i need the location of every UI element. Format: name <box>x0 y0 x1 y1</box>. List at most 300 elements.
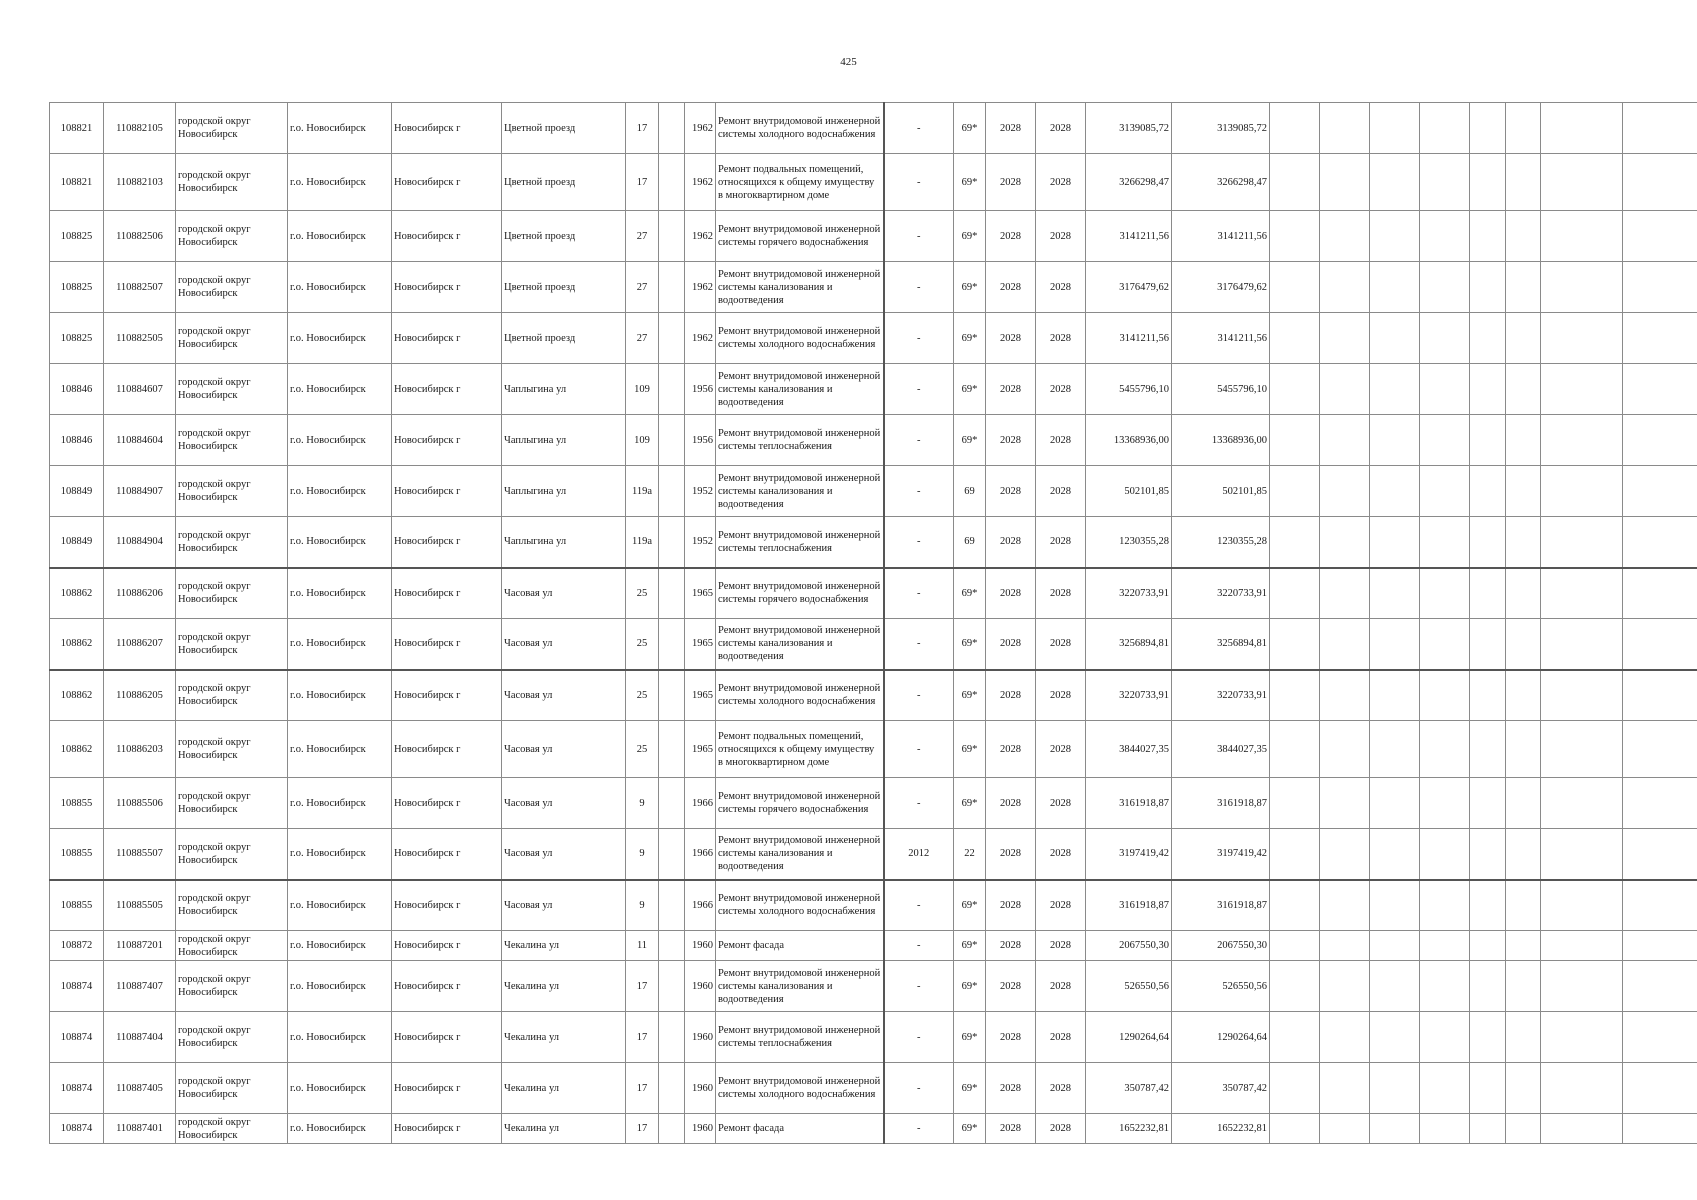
cell-empty <box>659 466 685 517</box>
cell-municipality: городской округ Новосибирск <box>176 619 288 670</box>
cell-empty <box>1420 211 1470 262</box>
cell-empty <box>1541 364 1623 415</box>
cell-empty <box>1541 1012 1623 1063</box>
cell-empty <box>1541 619 1623 670</box>
cell-empty <box>1506 619 1541 670</box>
cell-total: 3256894,81 <box>1172 619 1270 670</box>
cell-empty <box>1541 670 1623 721</box>
cell-total: 1652232,81 <box>1172 1114 1270 1144</box>
cell-empty <box>1320 1114 1370 1144</box>
cell-empty <box>1470 829 1506 880</box>
cell-cost: 3266298,47 <box>1086 154 1172 211</box>
cell-plan-year-to: 2028 <box>1036 778 1086 829</box>
cell-last-repair-year: - <box>884 721 954 778</box>
cell-plan-year-from: 2028 <box>986 262 1036 313</box>
cell-empty <box>1470 721 1506 778</box>
cell-district: г.о. Новосибирск <box>288 1012 392 1063</box>
cell-plan-year-to: 2028 <box>1036 211 1086 262</box>
cell-code: 110882105 <box>104 103 176 154</box>
cell-empty <box>1470 1063 1506 1114</box>
cell-work-type: Ремонт внутридомовой инженерной системы горячего водоснабжения <box>716 568 884 619</box>
cell-last-repair-year: - <box>884 517 954 568</box>
cell-id: 108874 <box>50 1012 104 1063</box>
cell-work-type: Ремонт подвальных помещений, относящихся к общему имуществу в многоквартирном доме <box>716 154 884 211</box>
cell-empty <box>1623 931 1697 961</box>
cell-street: Чекалина ул <box>502 931 626 961</box>
cell-empty <box>1270 829 1320 880</box>
cell-work-type: Ремонт внутридомовой инженерной системы теплоснабжения <box>716 1012 884 1063</box>
cell-work-type: Ремонт внутридомовой инженерной системы канализования и водоотведения <box>716 829 884 880</box>
cell-id: 108821 <box>50 103 104 154</box>
cell-last-repair-year: - <box>884 154 954 211</box>
cell-plan-year-from: 2028 <box>986 721 1036 778</box>
cell-last-repair-year: - <box>884 619 954 670</box>
cell-code: 110887405 <box>104 1063 176 1114</box>
cell-empty <box>659 415 685 466</box>
cell-last-repair-year: - <box>884 1063 954 1114</box>
cell-wear-percent: 69* <box>954 1114 986 1144</box>
cell-year: 1960 <box>685 1012 716 1063</box>
cell-plan-year-from: 2028 <box>986 670 1036 721</box>
cell-street: Цветной проезд <box>502 154 626 211</box>
cell-street: Чаплыгина ул <box>502 415 626 466</box>
cell-empty <box>1541 154 1623 211</box>
cell-empty <box>1420 568 1470 619</box>
cell-empty <box>1370 1114 1420 1144</box>
cell-empty <box>1420 961 1470 1012</box>
cell-code: 110886205 <box>104 670 176 721</box>
cell-last-repair-year: - <box>884 670 954 721</box>
cell-municipality: городской округ Новосибирск <box>176 829 288 880</box>
cell-empty <box>1506 568 1541 619</box>
cell-year: 1952 <box>685 466 716 517</box>
cell-district: г.о. Новосибирск <box>288 829 392 880</box>
cell-work-type: Ремонт внутридомовой инженерной системы холодного водоснабжения <box>716 880 884 931</box>
cell-district: г.о. Новосибирск <box>288 154 392 211</box>
cell-plan-year-to: 2028 <box>1036 466 1086 517</box>
cell-empty <box>1320 1063 1370 1114</box>
cell-id: 108862 <box>50 721 104 778</box>
cell-empty <box>1370 829 1420 880</box>
cell-work-type: Ремонт фасада <box>716 1114 884 1144</box>
cell-municipality: городской округ Новосибирск <box>176 961 288 1012</box>
cell-cost: 13368936,00 <box>1086 415 1172 466</box>
cell-house: 25 <box>626 670 659 721</box>
cell-wear-percent: 69* <box>954 103 986 154</box>
cell-year: 1966 <box>685 880 716 931</box>
cell-empty <box>1320 103 1370 154</box>
cell-empty <box>1270 961 1320 1012</box>
cell-total: 3844027,35 <box>1172 721 1270 778</box>
cell-municipality: городской округ Новосибирск <box>176 313 288 364</box>
cell-id: 108825 <box>50 211 104 262</box>
cell-empty <box>1506 517 1541 568</box>
cell-plan-year-to: 2028 <box>1036 103 1086 154</box>
cell-empty <box>1506 670 1541 721</box>
cell-plan-year-from: 2028 <box>986 1114 1036 1144</box>
cell-empty <box>1506 313 1541 364</box>
cell-municipality: городской округ Новосибирск <box>176 364 288 415</box>
cell-total: 3141211,56 <box>1172 313 1270 364</box>
cell-empty <box>1320 1012 1370 1063</box>
cell-empty <box>1470 262 1506 313</box>
cell-plan-year-to: 2028 <box>1036 1012 1086 1063</box>
cell-empty <box>1320 619 1370 670</box>
cell-year: 1952 <box>685 517 716 568</box>
cell-street: Чекалина ул <box>502 961 626 1012</box>
cell-work-type: Ремонт внутридомовой инженерной системы холодного водоснабжения <box>716 103 884 154</box>
cell-last-repair-year: - <box>884 103 954 154</box>
cell-city: Новосибирск г <box>392 103 502 154</box>
cell-city: Новосибирск г <box>392 931 502 961</box>
cell-empty <box>1320 568 1370 619</box>
cell-empty <box>659 568 685 619</box>
cell-wear-percent: 69* <box>954 880 986 931</box>
cell-wear-percent: 69* <box>954 778 986 829</box>
cell-empty <box>659 262 685 313</box>
cell-plan-year-from: 2028 <box>986 103 1036 154</box>
cell-year: 1956 <box>685 364 716 415</box>
cell-empty <box>1320 670 1370 721</box>
cell-municipality: городской округ Новосибирск <box>176 1063 288 1114</box>
cell-empty <box>1470 517 1506 568</box>
cell-code: 110882103 <box>104 154 176 211</box>
cell-empty <box>1541 313 1623 364</box>
table-row <box>50 415 1697 466</box>
cell-empty <box>1370 1063 1420 1114</box>
cell-empty <box>1270 154 1320 211</box>
cell-plan-year-from: 2028 <box>986 619 1036 670</box>
cell-empty <box>659 829 685 880</box>
cell-empty <box>1541 211 1623 262</box>
cell-empty <box>1270 313 1320 364</box>
cell-empty <box>1370 415 1420 466</box>
cell-year: 1965 <box>685 568 716 619</box>
cell-city: Новосибирск г <box>392 619 502 670</box>
cell-empty <box>1623 1114 1697 1144</box>
cell-empty <box>1370 103 1420 154</box>
cell-plan-year-to: 2028 <box>1036 313 1086 364</box>
cell-wear-percent: 69* <box>954 721 986 778</box>
cell-empty <box>1541 880 1623 931</box>
cell-empty <box>1320 829 1370 880</box>
cell-empty <box>1506 466 1541 517</box>
cell-id: 108874 <box>50 1114 104 1144</box>
cell-empty <box>1623 778 1697 829</box>
cell-empty <box>1270 103 1320 154</box>
cell-empty <box>659 721 685 778</box>
cell-year: 1962 <box>685 103 716 154</box>
cell-empty <box>1320 262 1370 313</box>
cell-empty <box>659 103 685 154</box>
cell-empty <box>659 1063 685 1114</box>
cell-empty <box>1541 778 1623 829</box>
cell-empty <box>1470 931 1506 961</box>
cell-city: Новосибирск г <box>392 670 502 721</box>
cell-city: Новосибирск г <box>392 364 502 415</box>
cell-empty <box>1370 1012 1420 1063</box>
cell-last-repair-year: - <box>884 1012 954 1063</box>
cell-municipality: городской округ Новосибирск <box>176 1012 288 1063</box>
cell-plan-year-from: 2028 <box>986 313 1036 364</box>
cell-empty <box>659 880 685 931</box>
cell-plan-year-from: 2028 <box>986 211 1036 262</box>
cell-house: 9 <box>626 829 659 880</box>
cell-empty <box>1270 1063 1320 1114</box>
cell-year: 1960 <box>685 1063 716 1114</box>
table-row <box>50 619 1697 670</box>
cell-empty <box>659 1114 685 1144</box>
cell-cost: 3197419,42 <box>1086 829 1172 880</box>
cell-empty <box>1370 262 1420 313</box>
cell-code: 110884907 <box>104 466 176 517</box>
cell-house: 27 <box>626 262 659 313</box>
cell-house: 119а <box>626 466 659 517</box>
cell-empty <box>1370 364 1420 415</box>
cell-empty <box>1470 880 1506 931</box>
cell-code: 110882505 <box>104 313 176 364</box>
cell-municipality: городской округ Новосибирск <box>176 568 288 619</box>
cell-empty <box>1541 517 1623 568</box>
cell-last-repair-year: - <box>884 211 954 262</box>
cell-cost: 3220733,91 <box>1086 568 1172 619</box>
cell-street: Часовая ул <box>502 829 626 880</box>
cell-last-repair-year: - <box>884 931 954 961</box>
cell-empty <box>1270 670 1320 721</box>
cell-work-type: Ремонт подвальных помещений, относящихся к общему имуществу в многоквартирном доме <box>716 721 884 778</box>
cell-house: 27 <box>626 211 659 262</box>
cell-total: 3220733,91 <box>1172 670 1270 721</box>
cell-plan-year-from: 2028 <box>986 466 1036 517</box>
cell-id: 108825 <box>50 262 104 313</box>
cell-house: 25 <box>626 721 659 778</box>
cell-year: 1962 <box>685 262 716 313</box>
cell-street: Цветной проезд <box>502 313 626 364</box>
cell-cost: 3256894,81 <box>1086 619 1172 670</box>
cell-year: 1965 <box>685 721 716 778</box>
cell-year: 1966 <box>685 829 716 880</box>
cell-work-type: Ремонт внутридомовой инженерной системы теплоснабжения <box>716 415 884 466</box>
cell-wear-percent: 69* <box>954 961 986 1012</box>
cell-wear-percent: 69* <box>954 568 986 619</box>
cell-empty <box>1623 466 1697 517</box>
cell-year: 1960 <box>685 961 716 1012</box>
cell-code: 110884607 <box>104 364 176 415</box>
cell-id: 108855 <box>50 880 104 931</box>
cell-wear-percent: 69* <box>954 211 986 262</box>
cell-code: 110885507 <box>104 829 176 880</box>
table-row <box>50 103 1697 154</box>
cell-city: Новосибирск г <box>392 466 502 517</box>
cell-empty <box>1623 721 1697 778</box>
cell-house: 17 <box>626 1063 659 1114</box>
cell-plan-year-to: 2028 <box>1036 1114 1086 1144</box>
cell-empty <box>1623 415 1697 466</box>
cell-street: Чаплыгина ул <box>502 466 626 517</box>
cell-street: Часовая ул <box>502 568 626 619</box>
cell-total: 350787,42 <box>1172 1063 1270 1114</box>
cell-year: 1965 <box>685 619 716 670</box>
cell-empty <box>659 961 685 1012</box>
cell-total: 1230355,28 <box>1172 517 1270 568</box>
cell-empty <box>1623 262 1697 313</box>
cell-plan-year-to: 2028 <box>1036 961 1086 1012</box>
cell-district: г.о. Новосибирск <box>288 211 392 262</box>
cell-cost: 526550,56 <box>1086 961 1172 1012</box>
cell-district: г.о. Новосибирск <box>288 313 392 364</box>
cell-empty <box>1506 211 1541 262</box>
cell-last-repair-year: - <box>884 364 954 415</box>
cell-empty <box>1420 721 1470 778</box>
cell-wear-percent: 69* <box>954 931 986 961</box>
cell-total: 1290264,64 <box>1172 1012 1270 1063</box>
table-row <box>50 670 1697 721</box>
cell-district: г.о. Новосибирск <box>288 880 392 931</box>
cell-cost: 3161918,87 <box>1086 778 1172 829</box>
cell-wear-percent: 69* <box>954 619 986 670</box>
cell-house: 119а <box>626 517 659 568</box>
cell-empty <box>1370 721 1420 778</box>
cell-municipality: городской округ Новосибирск <box>176 211 288 262</box>
cell-empty <box>1506 721 1541 778</box>
cell-total: 502101,85 <box>1172 466 1270 517</box>
cell-house: 9 <box>626 778 659 829</box>
cell-municipality: городской округ Новосибирск <box>176 415 288 466</box>
cell-city: Новосибирск г <box>392 829 502 880</box>
cell-id: 108849 <box>50 466 104 517</box>
cell-empty <box>1420 154 1470 211</box>
cell-plan-year-to: 2028 <box>1036 415 1086 466</box>
cell-code: 110886203 <box>104 721 176 778</box>
cell-work-type: Ремонт внутридомовой инженерной системы теплоснабжения <box>716 517 884 568</box>
cell-empty <box>659 313 685 364</box>
cell-empty <box>1320 211 1370 262</box>
cell-id: 108846 <box>50 415 104 466</box>
cell-id: 108862 <box>50 619 104 670</box>
cell-street: Чекалина ул <box>502 1063 626 1114</box>
cell-wear-percent: 69* <box>954 262 986 313</box>
cell-empty <box>1623 1063 1697 1114</box>
cell-empty <box>1320 154 1370 211</box>
cell-house: 27 <box>626 313 659 364</box>
cell-work-type: Ремонт внутридомовой инженерной системы горячего водоснабжения <box>716 211 884 262</box>
cell-empty <box>659 364 685 415</box>
cell-plan-year-to: 2028 <box>1036 568 1086 619</box>
cell-empty <box>1470 961 1506 1012</box>
cell-empty <box>1370 880 1420 931</box>
cell-last-repair-year: - <box>884 961 954 1012</box>
cell-wear-percent: 69* <box>954 364 986 415</box>
cell-street: Чекалина ул <box>502 1012 626 1063</box>
table-row <box>50 517 1697 568</box>
cell-empty <box>1420 364 1470 415</box>
cell-wear-percent: 22 <box>954 829 986 880</box>
cell-empty <box>1623 154 1697 211</box>
cell-city: Новосибирск г <box>392 154 502 211</box>
cell-plan-year-to: 2028 <box>1036 517 1086 568</box>
cell-empty <box>1506 880 1541 931</box>
cell-cost: 1290264,64 <box>1086 1012 1172 1063</box>
cell-plan-year-from: 2028 <box>986 880 1036 931</box>
cell-empty <box>1420 829 1470 880</box>
cell-last-repair-year: - <box>884 568 954 619</box>
cell-empty <box>1420 931 1470 961</box>
cell-street: Цветной проезд <box>502 211 626 262</box>
cell-id: 108872 <box>50 931 104 961</box>
cell-district: г.о. Новосибирск <box>288 364 392 415</box>
cell-city: Новосибирск г <box>392 880 502 931</box>
cell-plan-year-from: 2028 <box>986 961 1036 1012</box>
table-row <box>50 1114 1697 1144</box>
cell-work-type: Ремонт внутридомовой инженерной системы канализования и водоотведения <box>716 466 884 517</box>
cell-empty <box>1506 154 1541 211</box>
cell-empty <box>1470 1012 1506 1063</box>
cell-house: 9 <box>626 880 659 931</box>
cell-empty <box>1370 154 1420 211</box>
cell-plan-year-to: 2028 <box>1036 880 1086 931</box>
cell-plan-year-to: 2028 <box>1036 721 1086 778</box>
cell-empty <box>1541 829 1623 880</box>
cell-empty <box>1470 313 1506 364</box>
cell-empty <box>1506 1012 1541 1063</box>
cell-empty <box>1420 517 1470 568</box>
cell-empty <box>1623 517 1697 568</box>
cell-municipality: городской округ Новосибирск <box>176 154 288 211</box>
cell-last-repair-year: - <box>884 262 954 313</box>
table-row <box>50 211 1697 262</box>
cell-empty <box>1541 1063 1623 1114</box>
cell-year: 1962 <box>685 313 716 364</box>
cell-city: Новосибирск г <box>392 1063 502 1114</box>
cell-empty <box>1270 1114 1320 1144</box>
cell-plan-year-from: 2028 <box>986 154 1036 211</box>
cell-code: 110884604 <box>104 415 176 466</box>
table-row <box>50 1063 1697 1114</box>
cell-district: г.о. Новосибирск <box>288 568 392 619</box>
cell-last-repair-year: - <box>884 1114 954 1144</box>
cell-plan-year-from: 2028 <box>986 364 1036 415</box>
cell-year: 1962 <box>685 211 716 262</box>
cell-empty <box>1370 568 1420 619</box>
cell-id: 108874 <box>50 1063 104 1114</box>
cell-total: 2067550,30 <box>1172 931 1270 961</box>
cell-total: 3161918,87 <box>1172 880 1270 931</box>
cell-total: 3161918,87 <box>1172 778 1270 829</box>
cell-street: Цветной проезд <box>502 262 626 313</box>
cell-work-type: Ремонт внутридомовой инженерной системы канализования и водоотведения <box>716 364 884 415</box>
cell-code: 110882507 <box>104 262 176 313</box>
cell-street: Чекалина ул <box>502 1114 626 1144</box>
cell-plan-year-to: 2028 <box>1036 670 1086 721</box>
cell-empty <box>1420 415 1470 466</box>
cell-empty <box>1470 211 1506 262</box>
cell-district: г.о. Новосибирск <box>288 778 392 829</box>
cell-house: 17 <box>626 1012 659 1063</box>
cell-municipality: городской округ Новосибирск <box>176 466 288 517</box>
cell-municipality: городской округ Новосибирск <box>176 778 288 829</box>
cell-house: 17 <box>626 1114 659 1144</box>
cell-last-repair-year: - <box>884 466 954 517</box>
cell-year: 1960 <box>685 1114 716 1144</box>
cell-city: Новосибирск г <box>392 568 502 619</box>
cell-empty <box>1623 619 1697 670</box>
cell-street: Часовая ул <box>502 619 626 670</box>
cell-last-repair-year: - <box>884 313 954 364</box>
cell-code: 110885506 <box>104 778 176 829</box>
cell-work-type: Ремонт внутридомовой инженерной системы горячего водоснабжения <box>716 778 884 829</box>
table-row <box>50 931 1697 961</box>
cell-empty <box>1541 931 1623 961</box>
